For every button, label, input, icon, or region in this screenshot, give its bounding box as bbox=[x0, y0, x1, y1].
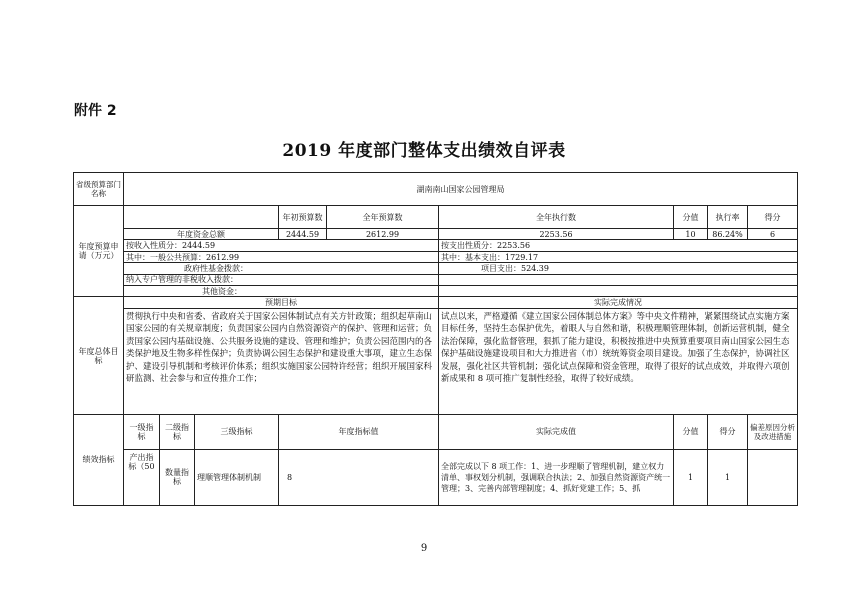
total-initial-value: 2444.59 bbox=[279, 229, 327, 240]
other-funds-blank bbox=[439, 286, 798, 297]
attachment-label: 附件 2 bbox=[74, 103, 117, 119]
expected-goals-header: 预期目标 bbox=[124, 297, 439, 308]
header-perf-score: 分值 bbox=[674, 414, 708, 449]
target-value: 8 bbox=[279, 449, 439, 505]
page-title: 2019 年度部门整体支出绩效自评表 bbox=[282, 141, 566, 161]
other-funds: 其他资金： bbox=[124, 286, 439, 297]
special-account-allocation: 纳入专户管理的非税收入拨款： bbox=[124, 274, 439, 285]
row-deviation bbox=[748, 449, 798, 505]
total-annual-value: 2612.99 bbox=[327, 229, 439, 240]
actual-completion-text: 试点以来，严格遵循《建立国家公园体制总体方案》等中央文件精神，紧紧围绕试点实施方案目标任务，坚持生态保护优先，着眼人与自然和谐，积极理顺管理体制，创新运营机制，健全法治保障，强化监督管理，狠抓了能力建设，积极按推进中央预算重要项目南山国家公园生态保护基础设施建设项目和大力推进省（市）统统筹资金项目建设。加强了生态保护，协调社区发展，强化社区共管机制；强化试点保障和资金管理，取得了很好的试点成效，并取得六项创新成果和 8 项可推广复制性经验，取得了较好成绩。 bbox=[439, 308, 798, 414]
header-points: 得分 bbox=[748, 206, 798, 229]
actual-completion-header: 实际完成情况 bbox=[439, 297, 798, 308]
row-points: 1 bbox=[708, 449, 748, 505]
by-expense-nature: 按支出性质分：2253.56 bbox=[439, 240, 798, 251]
header-level3: 三级指标 bbox=[195, 414, 279, 449]
header-perf-points: 得分 bbox=[708, 414, 748, 449]
header-actual-value: 实际完成值 bbox=[439, 414, 674, 449]
header-exec-rate: 执行率 bbox=[708, 206, 748, 229]
page-number: 9 bbox=[420, 543, 428, 554]
total-funds-label: 年度资金总额 bbox=[124, 229, 279, 240]
level3-indicator-name: 理顺管理体制机制 bbox=[195, 449, 279, 505]
header-annual-executed: 全年执行数 bbox=[439, 206, 674, 229]
total-executed-value: 2253.56 bbox=[439, 229, 674, 240]
dept-name: 湖南南山国家公园管理局 bbox=[124, 173, 798, 206]
header-score: 分值 bbox=[674, 206, 708, 229]
budget-header-blank bbox=[124, 206, 279, 229]
header-annual-target: 年度指标值 bbox=[279, 414, 439, 449]
general-public-budget: 其中：一般公共预算：2612.99 bbox=[124, 251, 439, 262]
project-expenditure: 项目支出：524.39 bbox=[439, 263, 798, 274]
output-indicator-label: 产出指标（50 bbox=[124, 449, 160, 505]
header-deviation: 偏差原因分析及改进措施 bbox=[748, 414, 798, 449]
goals-section-label: 年度总体目标 bbox=[74, 297, 124, 414]
gov-fund-allocation: 政府性基金拨款： bbox=[124, 263, 439, 274]
header-initial-budget: 年初预算数 bbox=[279, 206, 327, 229]
total-score-value: 10 bbox=[674, 229, 708, 240]
by-income-nature: 按收入性质分：2444.59 bbox=[124, 240, 439, 251]
budget-section-label: 年度预算申请（万元） bbox=[74, 206, 124, 297]
expected-goals-text: 贯彻执行中央和省委、省政府关于国家公园体制试点有关方针政策；组织起草南山国家公园的有关规章制度；负责国家公园内自然资源资产的保护、管理和运营；负责国家公园内基础设施、公共服务设施的建设、管理和维护；负责公园范围内的各类保护地及生物多样性保护；负责协调公园生态保护和建设重大事项，建立生态保护、建设引导机制和考核评价体系；组织实施国家公园特许经营；组织开展国家科研监测、社会参与和宣传推介工作； bbox=[124, 308, 439, 414]
dept-label: 省级预算部门名称 bbox=[74, 173, 124, 206]
special-account-blank bbox=[439, 274, 798, 285]
header-annual-budget: 全年预算数 bbox=[327, 206, 439, 229]
evaluation-table bbox=[73, 172, 798, 506]
quantity-indicator-label: 数量指标 bbox=[160, 449, 195, 505]
header-level2: 二级指标 bbox=[160, 414, 195, 449]
actual-value-text: 全部完成以下 8 项工作：1、进一步理顺了管理机制，建立权力清单、事权划分机制，强调联合执法；2、加强自然资源资产统一管理；3、完善内部管理制度；4、抓好党建工作；5、抓 bbox=[439, 449, 674, 505]
total-rate-value: 86.24% bbox=[708, 229, 748, 240]
basic-expenditure: 其中：基本支出：1729.17 bbox=[439, 251, 798, 262]
header-level1: 一级指标 bbox=[124, 414, 160, 449]
perf-section-label: 绩效指标 bbox=[74, 414, 124, 505]
total-points-value: 6 bbox=[748, 229, 798, 240]
row-score: 1 bbox=[674, 449, 708, 505]
